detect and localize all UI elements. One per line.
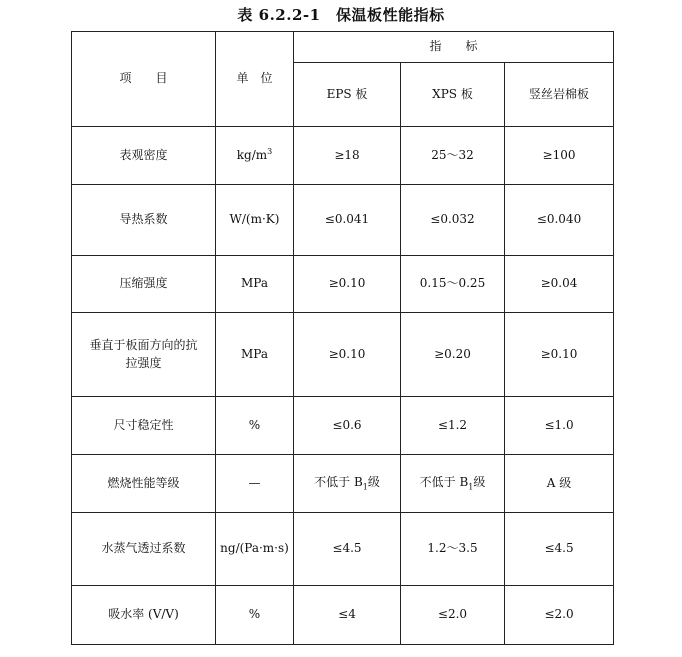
- row-xps: 不低于 $B_1$级: [401, 455, 505, 513]
- row-eps: 不低于 $B_1$级: [294, 455, 401, 513]
- row-name: 垂直于板面方向的抗拉强度: [72, 313, 216, 397]
- row-eps: ≥18: [294, 127, 401, 185]
- table-title: 表 6.2.2-1 保温板性能指标: [237, 6, 445, 24]
- header-index: 指 标: [294, 32, 614, 63]
- header-material-xps: XPS 板: [401, 63, 505, 127]
- row-wool: ≤0.040: [505, 185, 614, 256]
- header-item: 项 目: [72, 32, 216, 127]
- row-unit: ng/(Pa·m·s): [216, 513, 294, 586]
- row-xps: ≤0.032: [401, 185, 505, 256]
- row-wool: A 级: [505, 455, 614, 513]
- table-header-row: [72, 32, 614, 63]
- row-unit: —: [216, 455, 294, 513]
- row-wool: ≤1.0: [505, 397, 614, 455]
- spec-table: [71, 31, 614, 645]
- row-name: 尺寸稳定性: [72, 397, 216, 455]
- table-row: [72, 127, 614, 185]
- row-unit: %: [216, 586, 294, 645]
- table-row: [72, 313, 614, 397]
- table-row: [72, 256, 614, 313]
- row-xps: 25～32: [401, 127, 505, 185]
- row-wool: ≥100: [505, 127, 614, 185]
- row-eps: ≥0.10: [294, 313, 401, 397]
- row-wool: ≥0.10: [505, 313, 614, 397]
- row-xps: ≤2.0: [401, 586, 505, 645]
- header-unit: 单 位: [216, 32, 294, 127]
- row-unit: %: [216, 397, 294, 455]
- row-name: 导热系数: [72, 185, 216, 256]
- header-material-wool: 竖丝岩棉板: [505, 63, 614, 127]
- row-name: 燃烧性能等级: [72, 455, 216, 513]
- row-eps: ≤4.5: [294, 513, 401, 586]
- row-xps: ≥0.20: [401, 313, 505, 397]
- row-xps: 1.2～3.5: [401, 513, 505, 586]
- table-row: [72, 397, 614, 455]
- row-name: 吸水率 (V/V): [72, 586, 216, 645]
- row-wool: ≤4.5: [505, 513, 614, 586]
- table-row: [72, 455, 614, 513]
- table-row: [72, 586, 614, 645]
- row-unit: MPa: [216, 256, 294, 313]
- table-row: [72, 185, 614, 256]
- row-xps: ≤1.2: [401, 397, 505, 455]
- row-eps: ≤0.6: [294, 397, 401, 455]
- row-xps: 0.15～0.25: [401, 256, 505, 313]
- row-unit: W/(m·K): [216, 185, 294, 256]
- row-eps: ≤0.041: [294, 185, 401, 256]
- row-name: 压缩强度: [72, 256, 216, 313]
- row-unit: MPa: [216, 313, 294, 397]
- row-eps: ≤4: [294, 586, 401, 645]
- row-wool: ≥0.04: [505, 256, 614, 313]
- row-name: 水蒸气透过系数: [72, 513, 216, 586]
- header-material-eps: EPS 板: [294, 63, 401, 127]
- row-eps: ≥0.10: [294, 256, 401, 313]
- row-unit: $kg/m^3$: [216, 127, 294, 185]
- row-name: 表观密度: [72, 127, 216, 185]
- table-row: [72, 513, 614, 586]
- row-wool: ≤2.0: [505, 586, 614, 645]
